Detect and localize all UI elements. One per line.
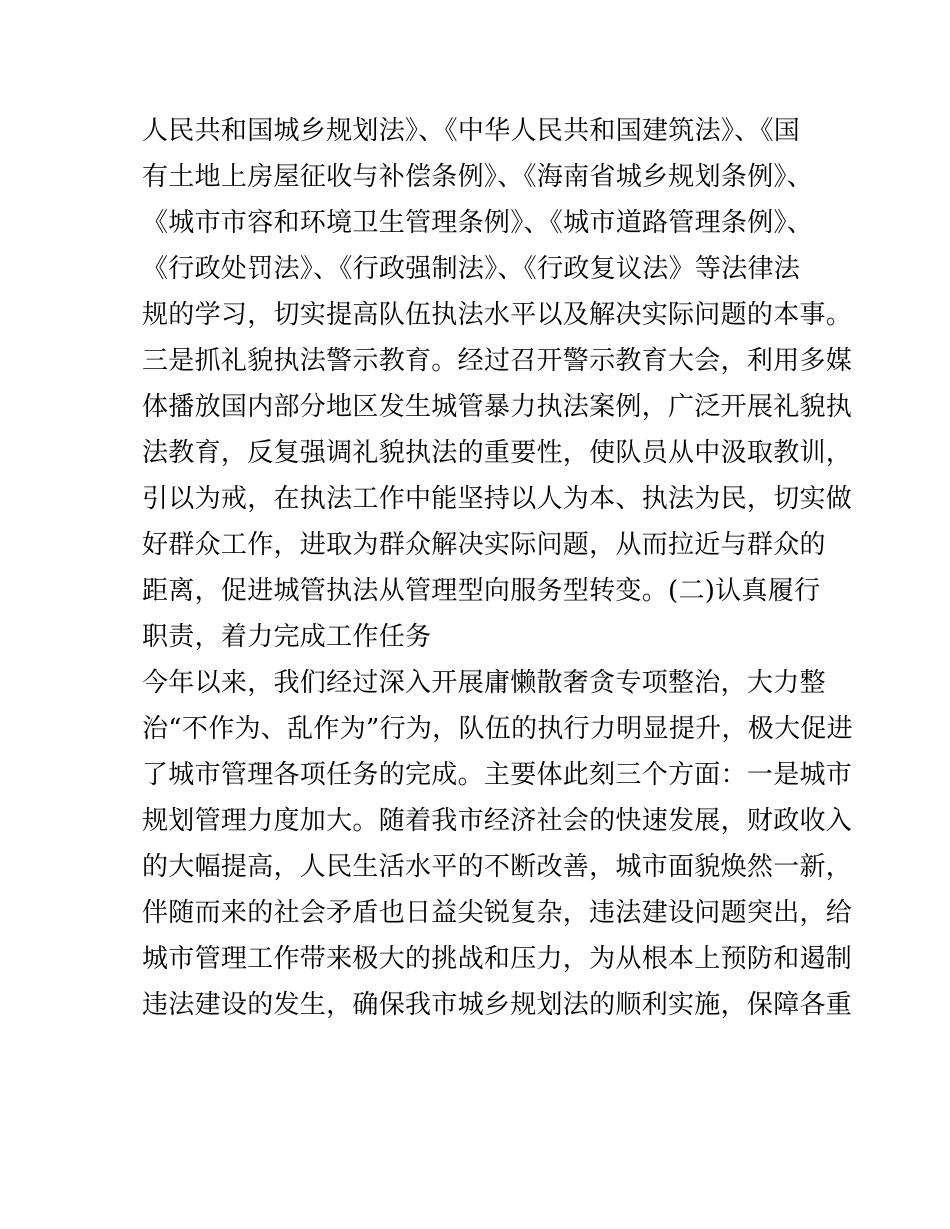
text-line: 人民共和国城乡规划法》、《中华人民共和国建筑法》、《国 — [142, 116, 801, 146]
text-line: 距离，促进城管执法从管理型向服务型转变。(二)认真履行 — [142, 576, 821, 606]
text-line: 三是抓礼貌执法警示教育。经过召开警示教育大会，利用多媒 — [142, 346, 853, 376]
text-line: 违法建设的发生，确保我市城乡规划法的顺利实施，保障各重 — [142, 990, 853, 1020]
text-line: 城市管理工作带来极大的挑战和压力，为从根本上预防和遏制 — [142, 944, 853, 974]
text-line: 治“不作为、乱作为”行为，队伍的执行力明显提升，极大促进 — [142, 714, 853, 744]
text-line: 职责，着力完成工作任务 — [142, 622, 432, 652]
text-line: 规的学习，切实提高队伍执法水平以及解决实际问题的本事。 — [142, 300, 853, 330]
text-line: 法教育，反复强调礼貌执法的重要性，使队员从中汲取教训， — [142, 438, 853, 468]
text-line: 体播放国内部分地区发生城管暴力执法案例，广泛开展礼貌执 — [142, 392, 853, 422]
text-line: 伴随而来的社会矛盾也日益尖锐复杂，违法建设问题突出，给 — [142, 898, 853, 928]
text-line: 今年以来，我们经过深入开展庸懒散奢贪专项整治，大力整 — [142, 668, 826, 698]
text-line: 引以为戒，在执法工作中能坚持以人为本、执法为民，切实做 — [142, 484, 853, 514]
text-line: 《城市市容和环境卫生管理条例》、《城市道路管理条例》、 — [142, 208, 814, 238]
text-line: 好群众工作，进取为群众解决实际问题，从而拉近与群众的 — [142, 530, 826, 560]
body-text — [142, 108, 853, 1028]
text-line: 了城市管理各项任务的完成。主要体此刻三个方面：一是城市 — [142, 760, 853, 790]
text-line: 规划管理力度加大。随着我市经济社会的快速发展，财政收入 — [142, 806, 853, 836]
text-line: 《行政处罚法》、《行政强制法》、《行政复议法》等法律法 — [142, 254, 801, 284]
text-line: 的大幅提高，人民生活水平的不断改善，城市面貌焕然一新， — [142, 852, 853, 882]
text-line: 有土地上房屋征收与补偿条例》、《海南省城乡规划条例》、 — [142, 162, 814, 192]
